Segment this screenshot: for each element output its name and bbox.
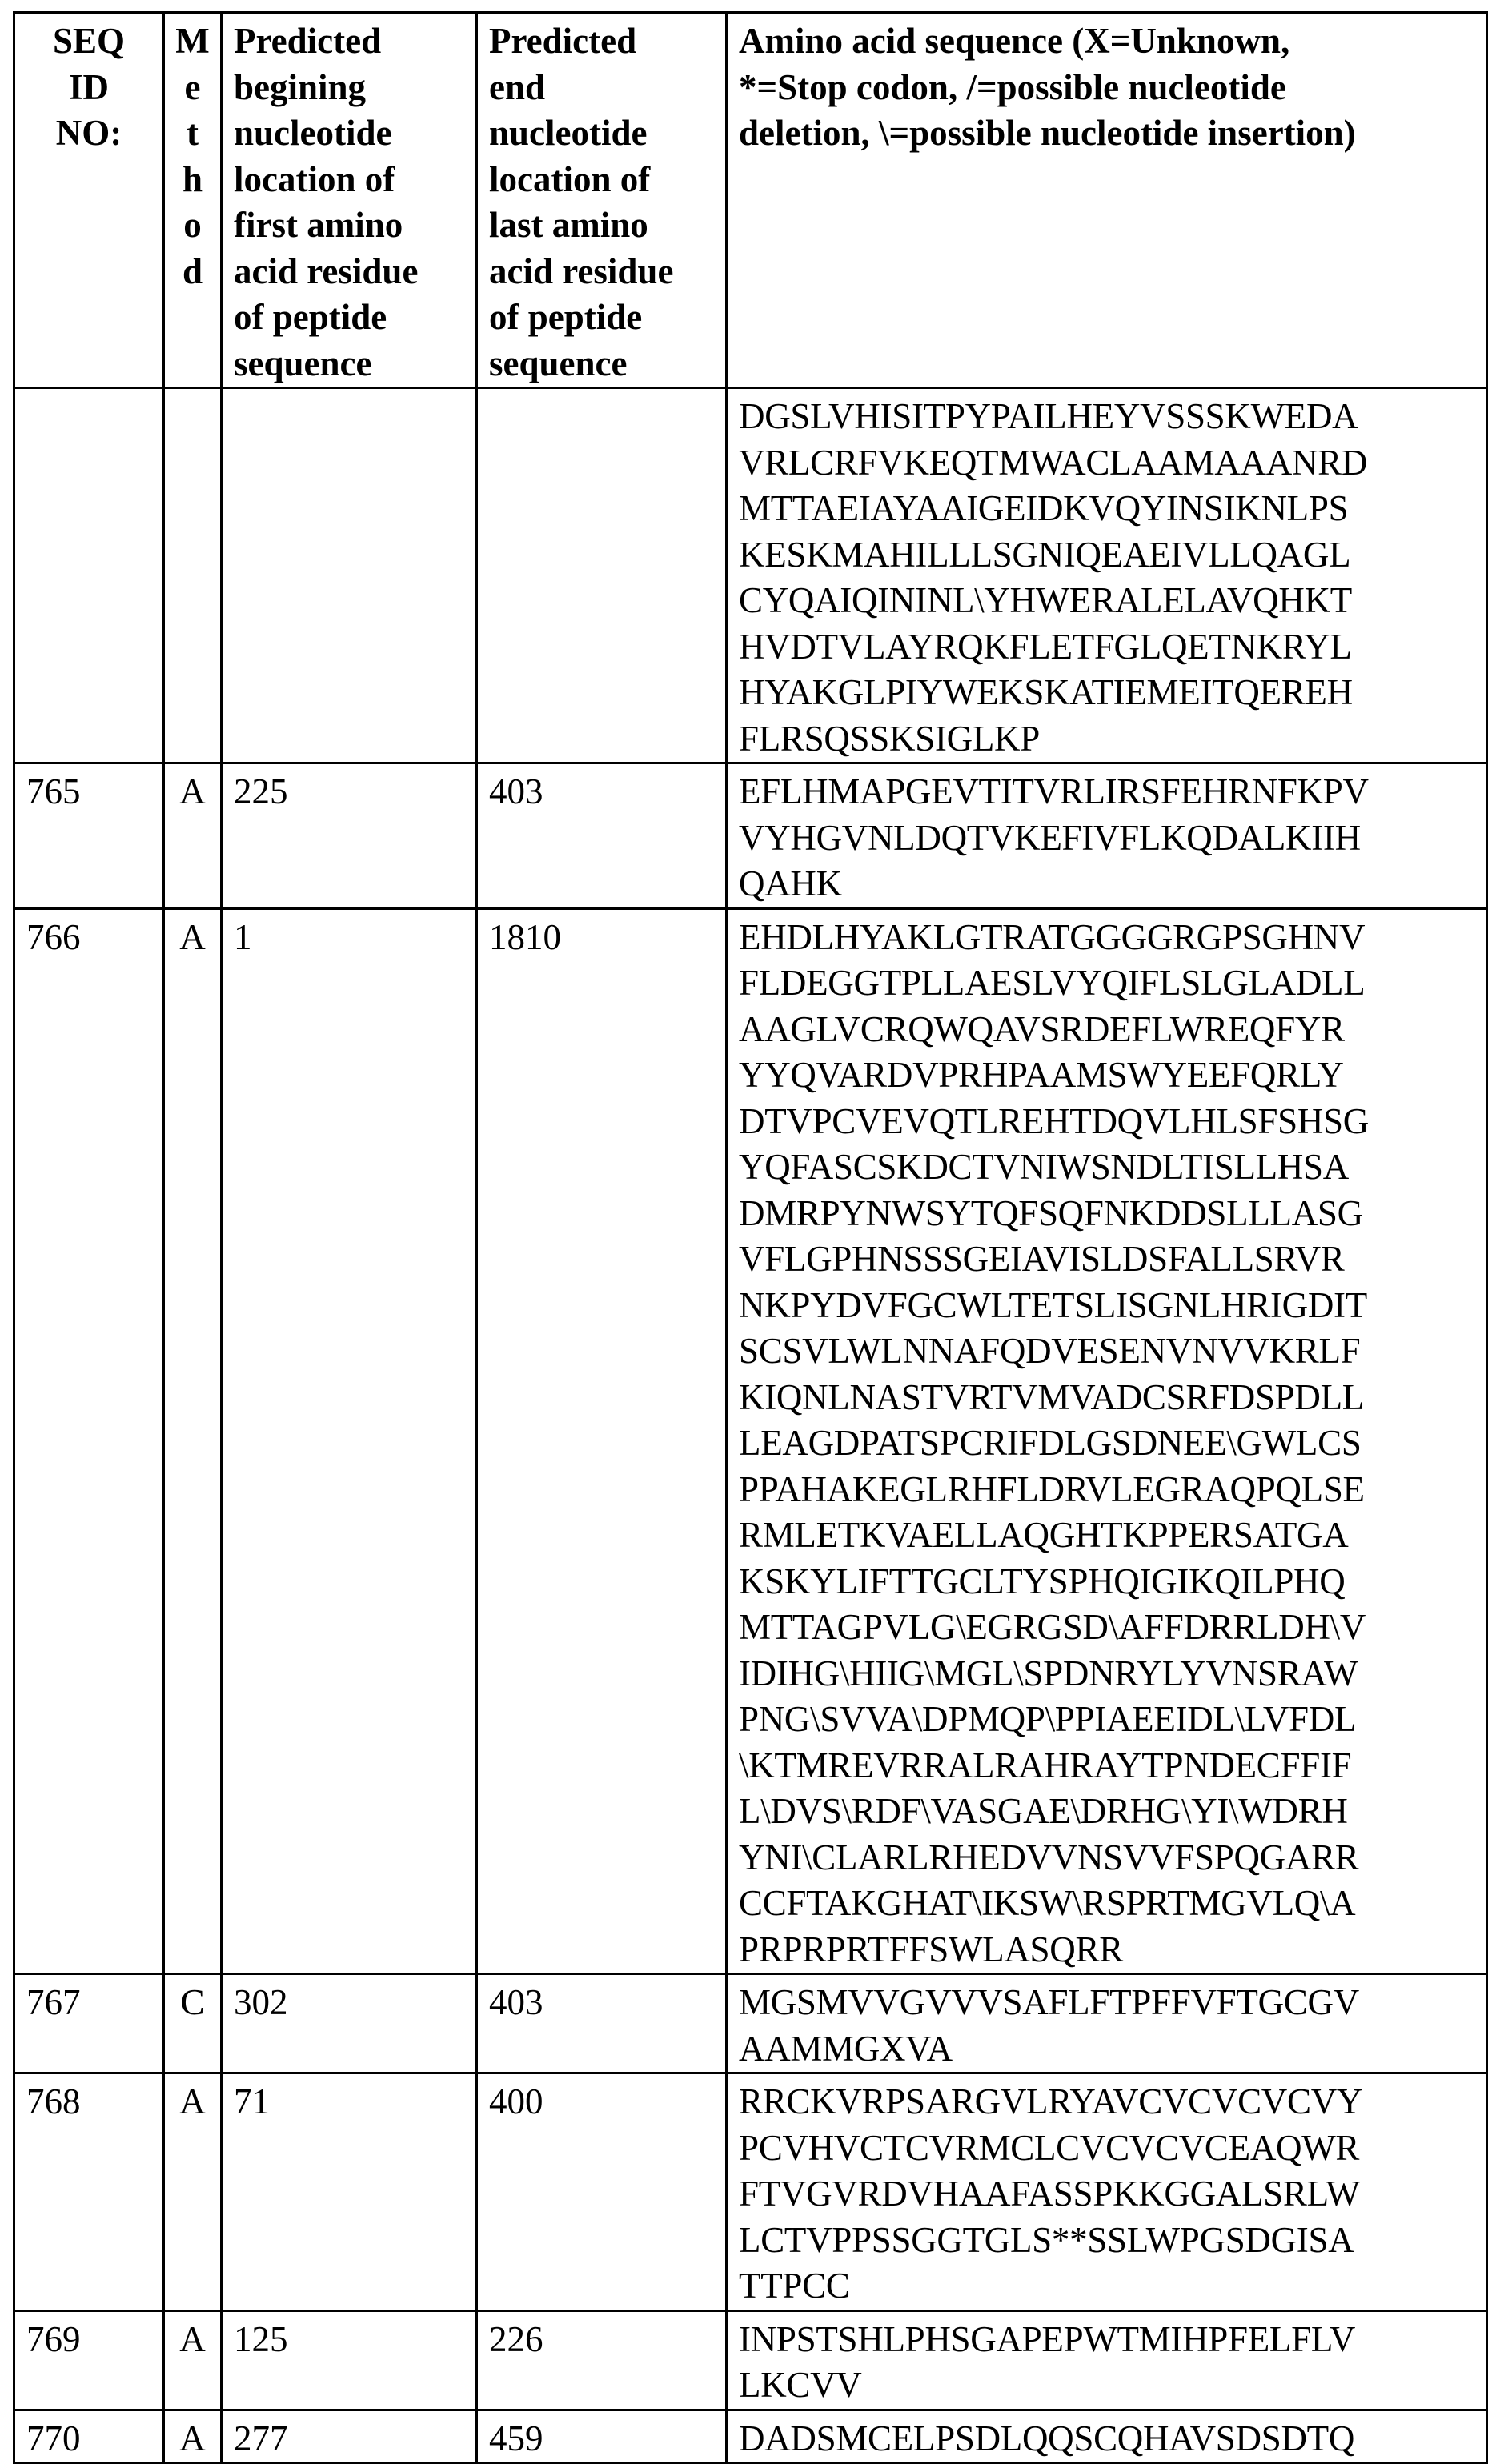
header-line: Amino acid sequence (X=Unknown, <box>739 18 1478 65</box>
begin-location-cell: 302 <box>222 1974 477 2073</box>
begin-location-cell: 71 <box>222 2073 477 2311</box>
header-line: NO: <box>18 110 159 157</box>
sequence-line: NKPYDVFGCWLTETSLISGNLHRIGDIT <box>739 1283 1478 1329</box>
header-begin-location <box>222 13 477 388</box>
header-line: t <box>168 110 217 157</box>
sequence-line: INPSTSHLPHSGAPEPWTMIHPFELFLV <box>739 2317 1478 2363</box>
header-row <box>14 13 1487 388</box>
amino-acid-sequence-cell <box>727 2410 1487 2463</box>
sequence-line: VYHGVNLDQTVKEFIVFLKQDALKIIH <box>739 815 1478 862</box>
table-row <box>14 2410 1487 2463</box>
amino-acid-sequence-cell <box>727 388 1487 763</box>
sequence-line: PRPRPRTFFSWLASQRR <box>739 1927 1478 1973</box>
sequence-line: EHDLHYAKLGTRATGGGGRGPSGHNV <box>739 915 1478 961</box>
end-location-cell: 459 <box>477 2410 727 2463</box>
header-line: h <box>168 157 217 203</box>
header-line: first amino <box>234 202 467 249</box>
method-cell: A <box>164 2073 222 2311</box>
sequence-line: IDIHG\HIIG\MGL\SPDNRYLYVNSRAW <box>739 1651 1478 1697</box>
sequence-line: CCFTAKGHAT\IKSW\RSPRTMGVLQ\A <box>739 1881 1478 1927</box>
sequence-line: PNG\SVVA\DPMQP\PPIAEEIDL\LVFDL <box>739 1697 1478 1743</box>
header-line: d <box>168 249 217 295</box>
header-line: Predicted <box>234 18 467 65</box>
amino-acid-sequence-cell <box>727 908 1487 1974</box>
header-line: end <box>489 65 717 111</box>
header-line: acid residue <box>489 249 717 295</box>
amino-acid-sequence-cell <box>727 763 1487 909</box>
sequence-line: TTPCC <box>739 2263 1478 2310</box>
header-line: begining <box>234 65 467 111</box>
header-line: location of <box>234 157 467 203</box>
header-line: of peptide <box>234 294 467 341</box>
header-line: e <box>168 65 217 111</box>
end-location-cell: 403 <box>477 1974 727 2073</box>
sequence-line: KESKMAHILLLSGNIQEAEIVLLQAGL <box>739 532 1478 579</box>
table-row <box>14 2073 1487 2311</box>
table-row <box>14 388 1487 763</box>
seq-id-cell <box>14 388 164 763</box>
begin-location-cell <box>222 388 477 763</box>
sequence-line: PCVHVCTCVRMCLCVCVCVCEAQWR <box>739 2125 1478 2172</box>
sequence-line: VRLCRFVKEQTMWACLAAMAAANRD <box>739 440 1478 487</box>
sequence-line: EFLHMAPGEVTITVRLIRSFEHRNFKPV <box>739 769 1478 815</box>
header-line: location of <box>489 157 717 203</box>
header-line: sequence <box>489 341 717 387</box>
sequence-line: DGSLVHISITPYPAILHEYVSSSKWEDA <box>739 394 1478 440</box>
header-line: M <box>168 18 217 65</box>
seq-id-cell: 768 <box>14 2073 164 2311</box>
sequence-line: FLDEGGTPLLAESLVYQIFLSLGLADLL <box>739 960 1478 1007</box>
amino-acid-sequence-cell <box>727 2073 1487 2311</box>
end-location-cell: 1810 <box>477 908 727 1974</box>
header-line: o <box>168 202 217 249</box>
header-line: sequence <box>234 341 467 387</box>
header-end-location <box>477 13 727 388</box>
begin-location-cell: 225 <box>222 763 477 909</box>
sequence-line: HVDTVLAYRQKFLETFGLQETNKRYL <box>739 624 1478 671</box>
begin-location-cell: 1 <box>222 908 477 1974</box>
method-cell: C <box>164 1974 222 2073</box>
begin-location-cell: 277 <box>222 2410 477 2463</box>
table-row <box>14 2310 1487 2410</box>
sequence-line: DTVPCVEVQTLREHTDQVLHLSFSHSG <box>739 1099 1478 1145</box>
sequence-line: FTVGVRDVHAAFASSPKKGGALSRLW <box>739 2171 1478 2218</box>
sequence-line: CYQAIQININL\YHWERALELAVQHKT <box>739 578 1478 624</box>
seq-id-cell: 767 <box>14 1974 164 2073</box>
header-line: acid residue <box>234 249 467 295</box>
end-location-cell: 400 <box>477 2073 727 2311</box>
sequence-line: AAMMGXVA <box>739 2026 1478 2073</box>
method-cell: A <box>164 2310 222 2410</box>
sequence-line: MGSMVVGVVVSAFLFTPFFVFTGCGV <box>739 1980 1478 2026</box>
begin-location-cell: 125 <box>222 2310 477 2410</box>
sequence-line: DADSMCELPSDLQQSCQHAVSDSDTQ <box>739 2416 1478 2462</box>
end-location-cell <box>477 388 727 763</box>
sequence-line: LCTVPPSSGGTGLS**SSLWPGSDGISA <box>739 2218 1478 2264</box>
sequence-line: MTTAEIAYAAIGEIDKVQYINSIKNLPS <box>739 486 1478 532</box>
end-location-cell: 226 <box>477 2310 727 2410</box>
header-line: deletion, \=possible nucleotide insertion) <box>739 110 1478 157</box>
header-line: of peptide <box>489 294 717 341</box>
method-cell: A <box>164 908 222 1974</box>
sequence-line: LEAGDPATSPCRIFDLGSDNEE\GWLCS <box>739 1420 1478 1467</box>
seq-id-cell: 765 <box>14 763 164 909</box>
sequence-line: YYQVARDVPRHPAAMSWYEEFQRLY <box>739 1052 1478 1099</box>
header-line: nucleotide <box>234 110 467 157</box>
header-line: nucleotide <box>489 110 717 157</box>
table-body <box>14 388 1487 2463</box>
sequence-line: RRCKVRPSARGVLRYAVCVCVCVCVY <box>739 2079 1478 2125</box>
sequence-line: LKCVV <box>739 2362 1478 2409</box>
amino-acid-sequence-cell <box>727 2310 1487 2410</box>
method-cell <box>164 388 222 763</box>
table-row <box>14 908 1487 1974</box>
table-row <box>14 1974 1487 2073</box>
header-line: Predicted <box>489 18 717 65</box>
seq-id-cell: 769 <box>14 2310 164 2410</box>
sequence-line: VFLGPHNSSSGEIAVISLDSFALLSRVR <box>739 1236 1478 1283</box>
sequence-line: L\DVS\RDF\VASGAE\DRHG\YI\WDRH <box>739 1789 1478 1835</box>
header-line: SEQ <box>18 18 159 65</box>
sequence-line: MTTAGPVLG\EGRGSD\AFFDRRLDH\V <box>739 1605 1478 1651</box>
sequence-line: RMLETKVAELLAQGHTKPPERSATGA <box>739 1512 1478 1559</box>
sequence-line: FLRSQSSKSIGLKP <box>739 716 1478 763</box>
header-line: *=Stop codon, /=possible nucleotide <box>739 65 1478 111</box>
sequence-line: YQFASCSKDCTVNIWSNDLTISLLHSA <box>739 1144 1478 1191</box>
seq-id-cell: 766 <box>14 908 164 1974</box>
sequence-line: SCSVLWLNNAFQDVESENVNVVKRLF <box>739 1328 1478 1375</box>
sequence-line: PPAHAKEGLRHFLDRVLEGRAQPQLSE <box>739 1467 1478 1513</box>
table-row <box>14 763 1487 909</box>
header-seq-id <box>14 13 164 388</box>
sequence-line: DMRPYNWSYTQFSQFNKDDSLLLASG <box>739 1191 1478 1237</box>
sequence-line: KSKYLIFTTGCLTYSPHQIGIKQILPHQ <box>739 1559 1478 1605</box>
header-line: ID <box>18 65 159 111</box>
end-location-cell: 403 <box>477 763 727 909</box>
sequence-line: \KTMREVRRALRAHRAYTPNDECFFIF <box>739 1743 1478 1789</box>
header-amino-acid-sequence <box>727 13 1487 388</box>
sequence-line: AAGLVCRQWQAVSRDEFLWREQFYR <box>739 1007 1478 1053</box>
method-cell: A <box>164 2410 222 2463</box>
sequence-line: QAHK <box>739 861 1478 907</box>
method-cell: A <box>164 763 222 909</box>
sequence-table <box>13 11 1488 2464</box>
seq-id-cell: 770 <box>14 2410 164 2463</box>
sequence-line: KIQNLNASTVRTVMVADCSRFDSPDLL <box>739 1375 1478 1421</box>
amino-acid-sequence-cell <box>727 1974 1487 2073</box>
sequence-line: YNI\CLARLRHEDVVNSVVFSPQGARR <box>739 1835 1478 1881</box>
header-line: last amino <box>489 202 717 249</box>
header-method <box>164 13 222 388</box>
sequence-line: HYAKGLPIYWEKSKATIEMEITQEREH <box>739 670 1478 716</box>
